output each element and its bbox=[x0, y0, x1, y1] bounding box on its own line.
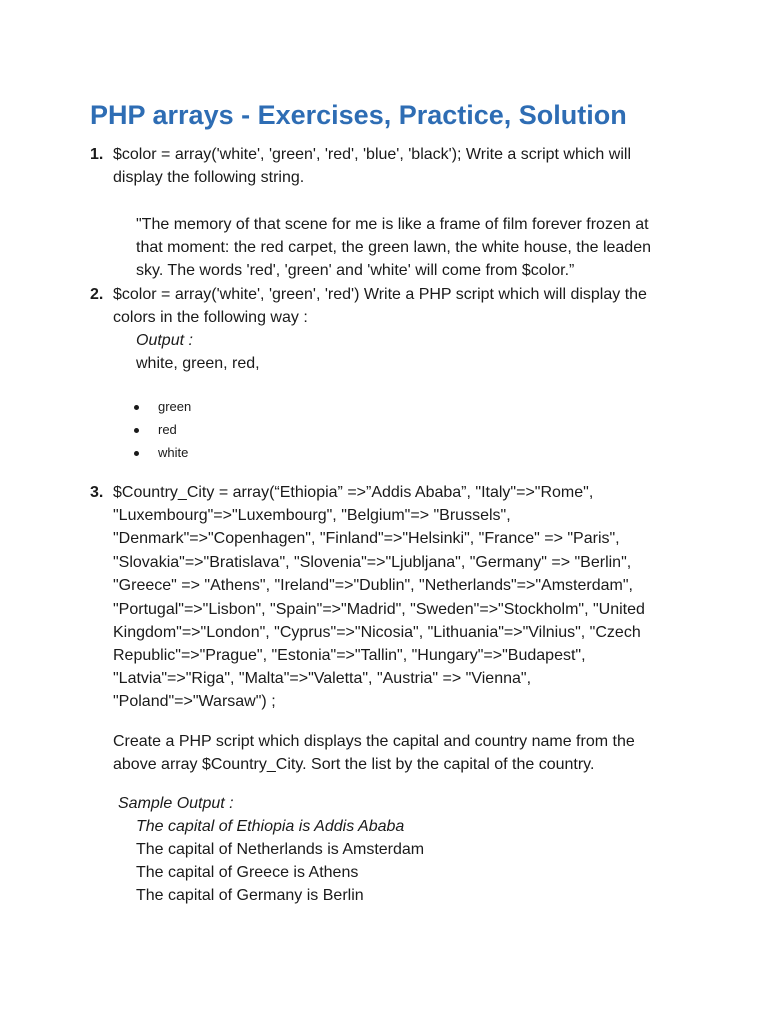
sample-output-line: The capital of Ethiopia is Addis Ababa bbox=[136, 818, 405, 835]
exercise-number: 1. bbox=[90, 146, 104, 163]
exercise-text-line: $color = array('white', 'green', 'red') Write a PHP script which will display the bbox=[113, 286, 647, 303]
quote-line: "The memory of that scene for me is like a frame of film forever frozen at bbox=[136, 216, 649, 233]
list-item: white bbox=[158, 445, 189, 460]
sample-output-line: The capital of Netherlands is Amsterdam bbox=[136, 841, 425, 858]
quote-line: sky. The words 'red', 'green' and 'white' will come from $color.” bbox=[136, 262, 575, 279]
code-line: "Portugal"=>"Lisbon", "Spain"=>"Madrid", "Sweden"=>"Stockholm", "United bbox=[113, 601, 645, 618]
code-line: $Country_City = array(“Ethiopia” =>”Addis Ababa”, "Italy"=>"Rome", bbox=[113, 484, 594, 501]
exercise-text-line: $color = array('white', 'green', 'red', 'blue', 'black'); Write a script which will bbox=[113, 146, 631, 163]
code-line: "Slovakia"=>"Bratislava", "Slovenia"=>"Ljubljana", "Germany" => "Berlin", bbox=[113, 554, 632, 571]
output-label: Output : bbox=[136, 332, 193, 349]
sample-output-line: The capital of Germany is Berlin bbox=[136, 887, 364, 904]
output-value: white, green, red, bbox=[136, 355, 260, 372]
exercise-text-line: colors in the following way : bbox=[113, 309, 308, 326]
description-line: Create a PHP script which displays the capital and country name from the bbox=[113, 733, 635, 750]
code-line: "Denmark"=>"Copenhagen", "Finland"=>"Helsinki", "France" => "Paris", bbox=[113, 530, 620, 547]
exercise-number: 2. bbox=[90, 286, 104, 303]
sample-output-label: Sample Output : bbox=[118, 795, 234, 812]
bullet-icon bbox=[134, 428, 139, 433]
description-line: above array $Country_City. Sort the list by the capital of the country. bbox=[113, 756, 595, 773]
exercise-number: 3. bbox=[90, 484, 104, 501]
code-line: "Greece" => "Athens", "Ireland"=>"Dublin", "Netherlands"=>"Amsterdam", bbox=[113, 577, 633, 594]
bullet-icon bbox=[134, 405, 139, 410]
code-line: "Latvia"=>"Riga", "Malta"=>"Valetta", "Austria" => "Vienna", bbox=[113, 670, 532, 687]
page-title: PHP arrays - Exercises, Practice, Solution bbox=[90, 100, 627, 130]
code-line: Republic"=>"Prague", "Estonia"=>"Tallin", "Hungary"=>"Budapest", bbox=[113, 647, 586, 664]
code-line: "Poland"=>"Warsaw") ; bbox=[113, 693, 276, 710]
bullet-icon bbox=[134, 451, 139, 456]
quote-line: that moment: the red carpet, the green lawn, the white house, the leaden bbox=[136, 239, 651, 256]
exercise-text-line: display the following string. bbox=[113, 169, 305, 186]
sample-output-line: The capital of Greece is Athens bbox=[136, 864, 359, 881]
list-item: green bbox=[158, 399, 192, 414]
code-line: Kingdom"=>"London", "Cyprus"=>"Nicosia", "Lithuania"=>"Vilnius", "Czech bbox=[113, 624, 641, 641]
list-item: red bbox=[158, 422, 177, 437]
code-line: "Luxembourg"=>"Luxembourg", "Belgium"=> "Brussels", bbox=[113, 507, 511, 524]
